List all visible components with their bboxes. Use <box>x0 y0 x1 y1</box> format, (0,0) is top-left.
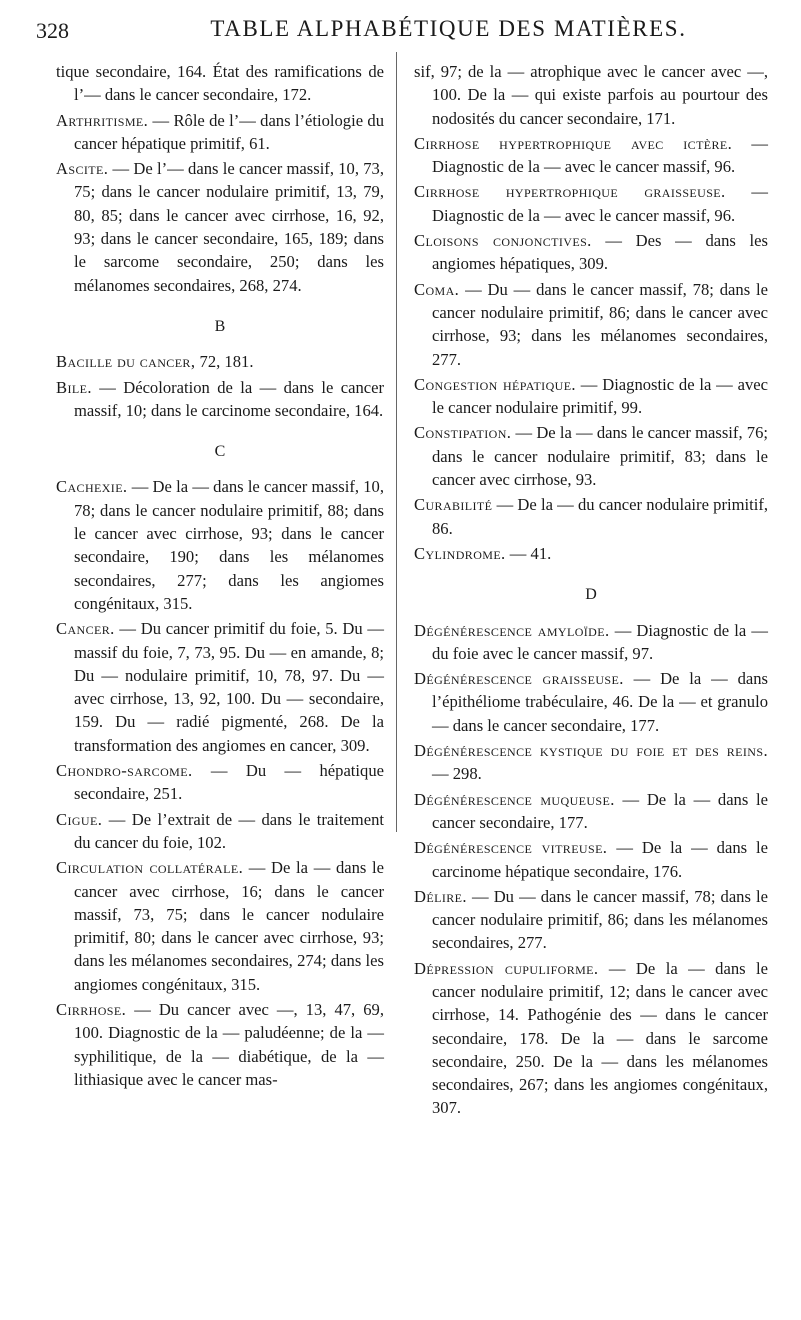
entry-text: — Rôle de l’— dans l’étiologie du cancer hépatique primitif, 61. <box>74 110 384 153</box>
index-entry <box>414 788 768 835</box>
entry-keyword: Délire. <box>414 886 467 906</box>
entry-text: — Diagnostic de la — avec le cancer nodulaire primitif, 99. <box>432 374 768 418</box>
entry-keyword: Congestion hépatique. <box>414 374 576 394</box>
index-entry <box>56 157 384 297</box>
entry-keyword: Coma. <box>414 279 460 299</box>
entry-keyword: Dégénérescence kystique du foie et des reins. <box>414 741 768 761</box>
running-title: TABLE ALPHABÉTIQUE DES MATIÈRES. <box>210 16 687 41</box>
entry-text: — Décoloration de la — dans le cancer massif, 10; dans le carcinome secondaire, 164. <box>74 377 384 420</box>
index-entry <box>414 667 768 737</box>
index-entry <box>414 60 768 130</box>
entry-text: — De la — dans le cancer massif, 10, 78; dans le cancer nodulaire primitif, 88; dans le cancer avec cirrhose, 93; dans le cancer secondaire, 190; dans les mélanomes secondaires, 277; dans les angiomes congénitaux, 315. <box>74 477 384 613</box>
index-entry <box>414 493 768 540</box>
entry-keyword: Cigue. <box>56 809 103 829</box>
index-entry <box>414 957 768 1120</box>
entry-text: — De la — dans le cancer nodulaire primitif, 12; dans le cancer avec cirrhose, 14. Pathogénie des — dans le cancer secondaire, 178. De la — dans le sarcome secondaire, 250. De la — dans les mélanomes secondaires, 267; dans les angiomes congénitaux, 307. <box>432 958 768 1118</box>
index-entry <box>414 180 768 227</box>
entry-text: — De la — dans le cancer avec cirrhose, 16; dans le cancer massif, 73, 75; dans le cancer nodulaire primitif, 80; dans le cancer avec cirrhose, 93; dans les mélanomes secondaires, 274; dans les angiomes congénitaux, 315. <box>74 858 385 994</box>
right-column <box>414 60 768 1122</box>
entry-text: — Du cancer primitif du foie, 5. Du — massif du foie, 7, 73, 95. Du — en amande, 8; Du — nodulaire primitif, 10, 78, 97. Du — avec cirrhose, 13, 92, 100. Du — secondaire, 159. Du — radié pigmenté, 268. De la transformation des angiomes en cancer, 309. <box>74 619 384 755</box>
entry-keyword: Arthritisme. <box>56 110 149 130</box>
index-entry <box>414 836 768 883</box>
index-entry <box>56 350 384 373</box>
index-entry <box>56 759 384 806</box>
index-entry <box>414 739 768 786</box>
entry-keyword: Dégénérescence muqueuse. <box>414 789 615 809</box>
entry-text: — Du — hépatique secondaire, 251. <box>74 761 384 804</box>
index-entry <box>414 132 768 179</box>
section-letter: B <box>214 317 226 335</box>
index-entry <box>414 229 768 276</box>
index-entry <box>414 278 768 371</box>
page-number: 328 <box>36 18 69 43</box>
index-entry <box>56 998 384 1091</box>
entry-keyword: Cachexie. <box>56 477 128 497</box>
entry-text: — De la — dans l’épithéliome trabéculaire, 46. De la — et granulo — dans le cancer secondaire, 177. <box>432 669 769 735</box>
index-entry <box>56 856 384 996</box>
index-entry <box>56 376 384 423</box>
entry-text: — Du — dans le cancer massif, 78; dans le cancer nodulaire primitif, 86; dans les mélanomes secondaires, 277. <box>432 886 768 953</box>
entry-text: — Diagnostic de la — avec le cancer massif, 96. <box>432 133 768 177</box>
index-entry <box>414 619 768 666</box>
entry-text: — De la — dans le carcinome hépatique secondaire, 176. <box>432 838 769 881</box>
entry-text: — Des — dans les angiomes hépatiques, 309. <box>432 231 768 274</box>
entry-text: — 41. <box>505 543 552 563</box>
entry-keyword: Bacille du cancer, <box>56 352 196 372</box>
entry-keyword: Dégénérescence vitreuse. <box>414 838 608 858</box>
index-entry <box>414 421 768 491</box>
entry-text: — Diagnostic de la — avec le cancer massif, 96. <box>432 182 768 225</box>
entry-keyword: Bile. <box>56 377 92 397</box>
entry-text: — De la — dans le cancer secondaire, 177. <box>432 789 769 832</box>
index-entry <box>414 885 768 955</box>
index-entry <box>56 617 384 757</box>
index-entry <box>56 60 384 107</box>
entry-text: — Du — dans le cancer massif, 78; dans le cancer nodulaire primitif, 86; dans le cancer avec cirrhose, 93; dans les mélanomes secondaires, 277. <box>432 279 768 369</box>
entry-keyword: Curabilité <box>414 495 493 515</box>
entry-keyword: Cirrhose hypertrophique avec ictère. <box>414 133 733 153</box>
entry-text: — De la — du cancer nodulaire primitif, 86. <box>432 495 768 538</box>
entry-keyword: Circulation collatérale. <box>56 858 244 878</box>
entry-text: — De l’extrait de — dans le traitement du cancer du foie, 102. <box>74 809 384 852</box>
entry-keyword: Cirrhose. <box>56 999 127 1019</box>
entry-text: — De l’— dans le cancer massif, 10, 73, 75; dans le cancer nodulaire primitif, 13, 79, 80, 85; dans le cancer avec cirrhose, 16, 92, 93; dans le cancer secondaire, 165, 189; dans le sarcome secondaire, 250; dans les mélanomes secondaires, 268, 274. <box>74 159 384 295</box>
entry-keyword: Cirrhose hypertrophique graisseuse. <box>414 182 726 202</box>
entry-keyword: Cancer. <box>56 619 115 639</box>
entry-text: — De la — dans le cancer massif, 76; dans le cancer nodulaire primitif, 83; dans le cancer avec cirrhose, 93. <box>432 423 768 490</box>
index-entry <box>56 109 384 156</box>
page-header <box>36 10 781 50</box>
entry-text: — Diagnostic de la — du foie avec le cancer massif, 97. <box>432 620 768 663</box>
index-entry <box>414 542 768 565</box>
entry-text: tique secondaire, 164. État des ramifications de l’— dans le cancer secondaire, 172. <box>56 62 384 105</box>
entry-text: — 298. <box>432 764 482 784</box>
section-letter: D <box>585 586 597 604</box>
entry-keyword: Chondro-sarcome. <box>56 761 193 781</box>
entry-keyword: Ascite. <box>56 159 109 179</box>
entry-keyword: Cylindrome. <box>414 543 506 563</box>
entry-text: 72, 181. <box>195 352 254 372</box>
entry-text: sif, 97; de la — atrophique avec le cancer avec —, 100. De la — qui existe parfois au pourtour des nodosités du cancer secondaire, 171. <box>414 62 768 128</box>
entry-keyword: Constipation. <box>414 423 512 443</box>
entry-keyword: Dégénérescence amyloïde. <box>414 620 610 640</box>
entry-keyword: Dépression cupuliforme. <box>414 958 599 978</box>
left-column <box>56 60 384 1093</box>
index-entry <box>56 475 384 615</box>
column-divider <box>396 52 397 832</box>
entry-keyword: Dégénérescence graisseuse. <box>414 669 624 689</box>
section-letter: C <box>214 443 226 461</box>
entry-text: — Du cancer avec —, 13, 47, 69, 100. Diagnostic de la — paludéenne; de la — syphilitique, de la — diabétique, de la — lithiasique avec le cancer mas- <box>74 999 384 1089</box>
index-entry <box>56 808 384 855</box>
entry-keyword: Cloisons conjonctives. <box>414 231 592 251</box>
index-entry <box>414 373 768 420</box>
